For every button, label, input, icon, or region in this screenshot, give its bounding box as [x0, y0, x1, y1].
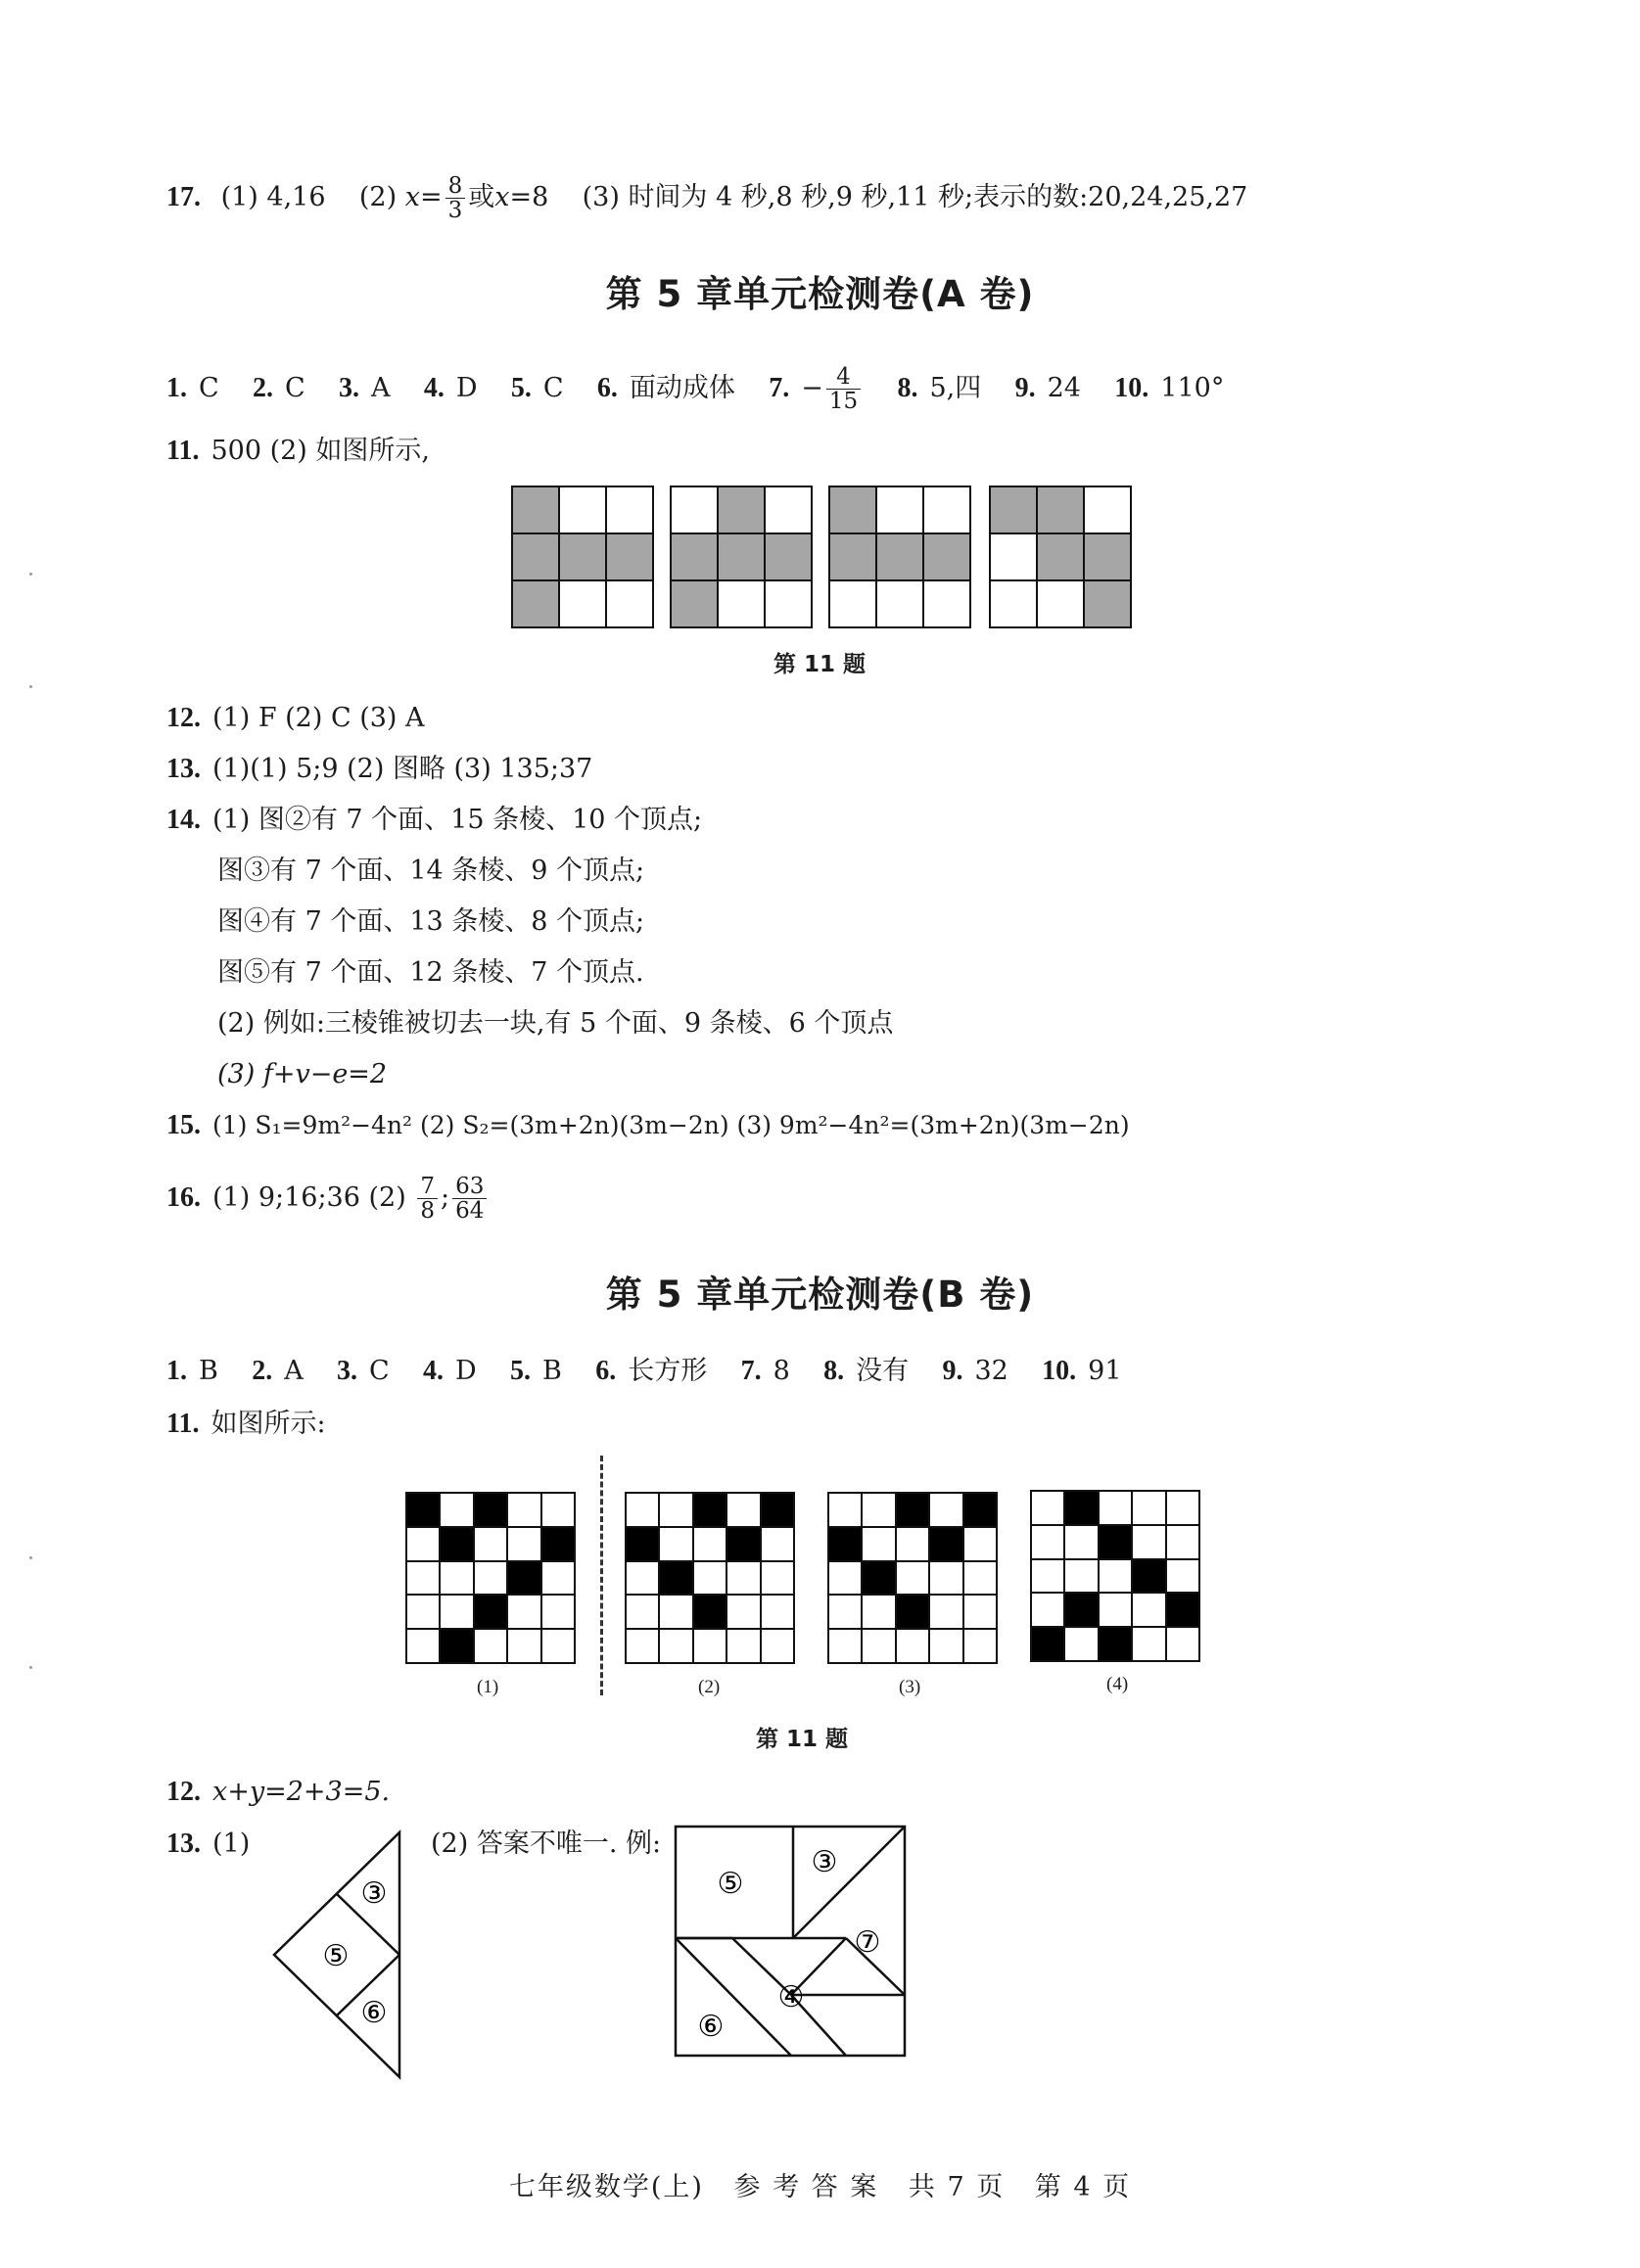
piece-label: ③	[360, 1876, 388, 1911]
margin-dot	[29, 1556, 32, 1559]
a-q12-text: (1) F (2) C (3) A	[212, 703, 425, 733]
question-number: 9.	[1014, 373, 1036, 403]
answer: 没有	[856, 1356, 910, 1386]
equals-sign: =	[419, 182, 443, 212]
fraction-7-8	[417, 1175, 438, 1223]
section-b-title: 第 5 章单元检测卷(B 卷)	[605, 1273, 1035, 1316]
denominator: 3	[447, 198, 463, 223]
figure-label: (3)	[899, 1677, 921, 1697]
footer-ref: 参 考 答 案	[733, 2172, 879, 2202]
answer: 91	[1088, 1356, 1122, 1386]
numerator: 63	[452, 1175, 487, 1199]
tangram-square	[672, 1823, 909, 2060]
section-a-title: 第 5 章单元检测卷(A 卷)	[605, 273, 1035, 315]
separator: ;	[440, 1182, 450, 1213]
question-number: 10.	[1114, 373, 1149, 403]
b-q11-text: 如图所示:	[211, 1409, 326, 1439]
b-q13-part2: (2) 答案不唯一. 例:	[431, 1828, 662, 1859]
answer: 32	[974, 1356, 1008, 1386]
q17-part2-label: (2)	[358, 182, 405, 212]
numerator: 7	[417, 1175, 438, 1199]
question-number: 2.	[253, 373, 274, 403]
a-q14-line3: 图④有 7 个面、13 条棱、8 个顶点;	[217, 906, 645, 937]
answer: C	[199, 373, 219, 403]
section-a-mc-answers	[166, 365, 1224, 413]
a-q15-text: (1) S₁=9m²−4n² (2) S₂=(3m+2n)(3m−2n) (3) 9m²−4n²=(3m+2n)(3m−2n)	[212, 1111, 1130, 1139]
question-number: 6.	[596, 373, 618, 403]
fraction-63-64	[452, 1175, 487, 1223]
a-q13-line	[166, 753, 592, 786]
denominator: 15	[828, 389, 859, 414]
a-q15-line	[166, 1109, 1130, 1142]
denominator: 8	[420, 1198, 435, 1224]
a-q14-line2: 图③有 7 个面、14 条棱、9 个顶点;	[217, 856, 645, 886]
question-number: 7.	[769, 373, 790, 403]
answer: 110°	[1160, 373, 1225, 403]
q17-part1: (1) 4,16	[220, 182, 326, 212]
question-number: 1.	[166, 373, 187, 403]
question-number: 16.	[166, 1182, 201, 1213]
piece-label: ④	[777, 1980, 805, 2014]
figure-label: (4)	[1106, 1674, 1129, 1694]
pattern-grid-b4	[1030, 1490, 1200, 1662]
question-number: 14.	[166, 805, 201, 835]
figure-label: (2)	[698, 1677, 721, 1697]
net-grid-a2	[670, 486, 813, 628]
q17-line	[166, 174, 1247, 222]
question-number: 13.	[166, 754, 201, 784]
answer: 8	[773, 1356, 790, 1386]
denominator: 64	[455, 1198, 485, 1224]
minus-sign: −	[801, 373, 823, 403]
footer-total-pages: 共 7 页	[908, 2172, 1006, 2202]
answer: A	[284, 1356, 304, 1386]
a-q16-text: (1) 9;16;36 (2)	[212, 1182, 415, 1213]
question-number: 1.	[166, 1356, 187, 1386]
a-q14-text: (1) 图②有 7 个面、15 条棱、10 个顶点;	[212, 805, 703, 835]
piece-label: ⑥	[697, 2010, 725, 2044]
a-q11-text: 500 (2) 如图所示,	[211, 436, 430, 466]
question-number: 13.	[166, 1828, 201, 1859]
answer: C	[285, 373, 305, 403]
answer: 长方形	[628, 1356, 708, 1386]
margin-dot	[29, 1666, 32, 1669]
section-b-mc-answers	[166, 1355, 1122, 1388]
net-grid-a3	[828, 486, 971, 628]
piece-label: ⑤	[322, 1939, 350, 1973]
pattern-grid-b3	[827, 1492, 998, 1664]
answer: B	[199, 1356, 218, 1386]
figure-caption: 第 11 题	[773, 652, 867, 677]
question-number: 4.	[423, 373, 445, 403]
tangram-triangle	[264, 1827, 411, 2091]
question-number: 11.	[166, 436, 200, 466]
b-q12-line	[166, 1776, 390, 1809]
question-number: 15.	[166, 1110, 201, 1140]
question-number: 7.	[740, 1356, 762, 1386]
q17-part3: (3) 时间为 4 秒,8 秒,9 秒,11 秒;表示的数:20,24,25,27	[582, 182, 1248, 212]
dashed-divider	[600, 1456, 603, 1695]
answer: D	[455, 373, 478, 403]
page-footer	[0, 2165, 1640, 2203]
answer: D	[455, 1356, 477, 1386]
piece-label: ⑤	[717, 1867, 744, 1901]
answer: 5,四	[929, 373, 982, 403]
pattern-grid-b2	[625, 1492, 795, 1664]
question-number: 4.	[423, 1356, 445, 1386]
question-number: 17.	[166, 182, 201, 212]
question-number: 8.	[897, 373, 918, 403]
b-q13-part1: (1)	[212, 1828, 251, 1859]
question-number: 5.	[510, 1356, 532, 1386]
or-word: 或	[468, 182, 495, 212]
footer-page-number: 第 4 页	[1034, 2172, 1132, 2202]
b-q11-line	[166, 1408, 326, 1441]
question-number: 3.	[339, 373, 360, 403]
question-number: 10.	[1042, 1356, 1077, 1386]
net-grid-a1	[511, 486, 654, 628]
b-q12-text: x+y=2+3=5.	[212, 1777, 391, 1807]
fraction-4-15	[826, 365, 861, 413]
equals-8: =8	[509, 182, 549, 212]
question-number: 11.	[166, 1409, 200, 1439]
answer: B	[542, 1356, 562, 1386]
b-q13-line	[166, 1828, 250, 1861]
answer: 面动成体	[629, 373, 735, 403]
numerator: 8	[445, 174, 466, 199]
answer: C	[369, 1356, 390, 1386]
answer: A	[371, 373, 391, 403]
figure-label: (1)	[477, 1677, 499, 1697]
a-q14-line6: (3) f+v−e=2	[217, 1059, 388, 1089]
net-grid-a4	[989, 486, 1132, 628]
footer-subject: 七年级数学(上)	[508, 2172, 704, 2202]
question-number: 8.	[823, 1356, 845, 1386]
a-q12-line	[166, 702, 425, 735]
a-q11-line	[166, 435, 430, 468]
fraction-8-3	[445, 174, 466, 222]
numerator: 4	[826, 365, 861, 390]
question-number: 3.	[337, 1356, 358, 1386]
a-q14-line5: (2) 例如:三棱锥被切去一块,有 5 个面、9 条棱、6 个顶点	[217, 1008, 894, 1039]
margin-dot	[29, 685, 32, 688]
a-q14-line4: 图⑤有 7 个面、12 条棱、7 个顶点.	[217, 957, 644, 988]
piece-label: ③	[811, 1845, 838, 1879]
margin-dot	[29, 573, 32, 576]
pattern-grid-b1	[405, 1492, 576, 1664]
a-q13-text: (1)(1) 5;9 (2) 图略 (3) 135;37	[212, 754, 593, 784]
question-number: 5.	[510, 373, 532, 403]
question-number: 12.	[166, 1777, 201, 1807]
question-number: 9.	[942, 1356, 963, 1386]
a-q14-line1	[166, 804, 702, 837]
var-x: x	[494, 182, 510, 212]
figure-caption: 第 11 题	[756, 1727, 849, 1752]
question-number: 2.	[252, 1356, 273, 1386]
piece-label: ⑥	[360, 1996, 388, 2030]
a-q16-line	[166, 1175, 490, 1223]
piece-label: ⑦	[854, 1925, 881, 1960]
var-x: x	[404, 182, 420, 212]
question-number: 12.	[166, 703, 201, 733]
answer: C	[542, 373, 564, 403]
answer: 24	[1047, 373, 1081, 403]
question-number: 6.	[595, 1356, 617, 1386]
